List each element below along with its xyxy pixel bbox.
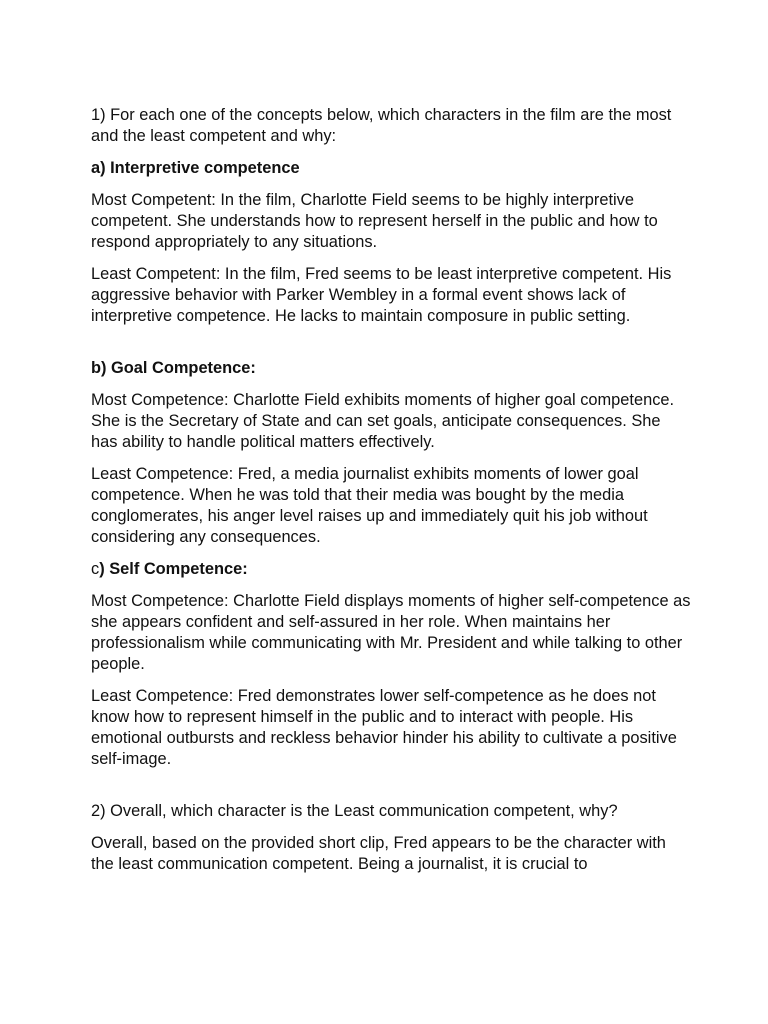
question-2-prompt: 2) Overall, which character is the Least communication competent, why? [91, 802, 618, 820]
question-2-answer: Overall, based on the provided short clip, Fred appears to be the character with the least communication competent. Being a journalist, it is crucial to [91, 834, 666, 873]
section-c-most: Most Competence: Charlotte Field displays moments of higher self-competence as she appears confident and self-assured in her role. When maintains her professionalism while communicating with Mr. President and while talking to other people. [91, 592, 691, 673]
section-c-heading-rest: ) Self Competence: [99, 560, 248, 578]
section-b-most: Most Competence: Charlotte Field exhibits moments of higher goal competence. She is the Secretary of State and can set goals, anticipate consequences. She has ability to handle political matters effectively. [91, 391, 675, 451]
section-c-heading-prefix: c [91, 560, 100, 578]
section-a-least: Least Competent: In the film, Fred seems to be least interpretive competent. His aggressive behavior with Parker Wembley in a formal event shows lack of interpretive competence. He lacks to maintain composure in public setting. [91, 265, 672, 325]
section-a-most: Most Competent: In the film, Charlotte Field seems to be highly interpretive competent. She understands how to represent herself in the public and how to respond appropriately to any situations. [91, 191, 658, 251]
question-1-prompt: 1) For each one of the concepts below, which characters in the film are the most and the least competent and why: [91, 106, 672, 145]
section-a-heading: a) Interpretive competence [91, 159, 300, 177]
section-c-least: Least Competence: Fred demonstrates lower self-competence as he does not know how to represent himself in the public and to interact with people. His emotional outbursts and reckless behavior hinder his ability to cultivate a positive self-image. [91, 687, 677, 768]
section-b-heading: b) Goal Competence: [91, 359, 256, 377]
section-b-least: Least Competence: Fred, a media journalist exhibits moments of lower goal competence. When he was told that their media was bought by the media conglomerates, his anger level raises up and immediately quit his job without considering any consequences. [91, 465, 648, 546]
section-c-heading [91, 559, 691, 580]
document-page [91, 105, 691, 875]
